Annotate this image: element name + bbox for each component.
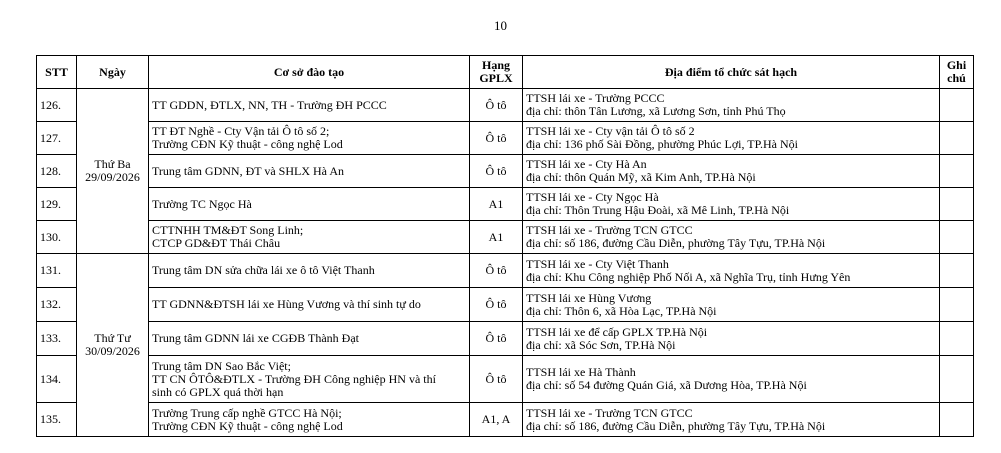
facility-line: TT ĐT Nghề - Cty Vận tải Ô tô số 2; bbox=[152, 124, 330, 138]
location-line: TTSH lái xe - Cty Việt Thanh bbox=[526, 256, 669, 271]
license-class-cell: Ô tô bbox=[470, 322, 523, 356]
header-ghichu bbox=[940, 56, 974, 89]
header-ghichu-line: Ghi bbox=[946, 58, 967, 72]
test-location-cell bbox=[523, 322, 940, 356]
note-cell bbox=[940, 254, 974, 288]
stt-cell: 131. bbox=[37, 254, 77, 288]
location-address: địa chỉ: số 54 đường Quán Giá, xã Dương Hòa, TP.Hà Nội bbox=[526, 378, 807, 392]
note-cell bbox=[940, 122, 974, 155]
location-address: địa chỉ: Thôn Trung Hậu Đoài, xã Mê Linh, TP.Hà Nội bbox=[526, 203, 790, 217]
stt-cell: 130. bbox=[37, 221, 77, 254]
stt-cell: 129. bbox=[37, 188, 77, 221]
table-row bbox=[37, 188, 974, 221]
table-row bbox=[37, 403, 974, 437]
facility-line: CTCP GD&ĐT Thái Châu bbox=[152, 236, 281, 250]
stt-cell: 126. bbox=[37, 89, 77, 122]
facility-line: Trường TC Ngọc Hà bbox=[152, 196, 252, 211]
training-facility-cell bbox=[149, 89, 470, 122]
facility-line: TT CN ÔTÔ&ĐTLX - Trường ĐH Công nghiệp HN và thí bbox=[152, 371, 436, 386]
date: 30/09/2026 bbox=[85, 344, 140, 358]
header-hang bbox=[470, 56, 523, 89]
stt-cell: 127. bbox=[37, 122, 77, 155]
header-ngay: Ngày bbox=[77, 56, 149, 89]
location-line: TTSH lái xe - Trường PCCC bbox=[526, 91, 665, 105]
license-class-cell: Ô tô bbox=[470, 155, 523, 188]
location-address: địa chỉ: thôn Tân Lương, xã Lương Sơn, tỉnh Phú Thọ bbox=[526, 104, 786, 118]
location-line: TTSH lái xe - Cty Hà An bbox=[526, 157, 647, 171]
table-row bbox=[37, 122, 974, 155]
facility-line: TT GDDN, ĐTLX, NN, TH - Trường ĐH PCCC bbox=[152, 97, 387, 112]
training-facility-cell bbox=[149, 322, 470, 356]
location-line: TTSH lái xe - Trường TCN GTCC bbox=[526, 405, 693, 420]
license-class-cell: Ô tô bbox=[470, 122, 523, 155]
training-facility-cell bbox=[149, 155, 470, 188]
facility-line: Trung tâm GDNN lái xe CGĐB Thành Đạt bbox=[152, 331, 359, 345]
table-row bbox=[37, 288, 974, 322]
table-row bbox=[37, 89, 974, 122]
header-ghichu-line: chú bbox=[947, 71, 966, 85]
note-cell bbox=[940, 155, 974, 188]
date: 29/09/2026 bbox=[85, 170, 140, 184]
license-class-cell: A1 bbox=[470, 188, 523, 221]
test-location-cell bbox=[523, 155, 940, 188]
schedule-table bbox=[36, 55, 974, 437]
location-address: địa chỉ: Khu Công nghiệp Phố Nối A, xã Nghĩa Trụ, tỉnh Hưng Yên bbox=[526, 269, 851, 284]
location-line: TTSH lái xe - Trường TCN GTCC bbox=[526, 223, 693, 237]
test-location-cell bbox=[523, 356, 940, 403]
note-cell bbox=[940, 89, 974, 122]
test-location-cell bbox=[523, 254, 940, 288]
table-row bbox=[37, 254, 974, 288]
table-row bbox=[37, 221, 974, 254]
facility-line: CTTNHH TM&ĐT Song Linh; bbox=[152, 223, 304, 237]
note-cell bbox=[940, 322, 974, 356]
header-hang-line: Hạng bbox=[481, 58, 510, 72]
license-class-cell: Ô tô bbox=[470, 288, 523, 322]
location-line: TTSH lái xe Hà Thành bbox=[526, 365, 636, 379]
facility-line: Trung tâm DN sửa chữa lái xe ô tô Việt Thanh bbox=[152, 263, 375, 277]
table-row bbox=[37, 322, 974, 356]
location-line: TTSH lái xe - Cty Ngọc Hà bbox=[526, 190, 659, 204]
facility-line: Trung tâm GDNN, ĐT và SHLX Hà An bbox=[152, 163, 344, 178]
location-address: địa chỉ: 136 phố Sài Đồng, phường Phúc Lợi, TP.Hà Nội bbox=[526, 137, 798, 151]
header-stt: STT bbox=[37, 56, 77, 89]
test-location-cell bbox=[523, 89, 940, 122]
test-location-cell bbox=[523, 122, 940, 155]
training-facility-cell bbox=[149, 288, 470, 322]
location-address: địa chỉ: Thôn 6, xã Hòa Lạc, TP.Hà Nội bbox=[526, 303, 717, 318]
test-location-cell bbox=[523, 188, 940, 221]
note-cell bbox=[940, 356, 974, 403]
training-facility-cell bbox=[149, 254, 470, 288]
location-address: địa chỉ: xã Sóc Sơn, TP.Hà Nội bbox=[526, 337, 676, 352]
location-line: TTSH lái xe để cấp GPLX TP.Hà Nội bbox=[526, 324, 708, 339]
license-class-cell: Ô tô bbox=[470, 356, 523, 403]
license-class-cell: Ô tô bbox=[470, 89, 523, 122]
test-location-cell bbox=[523, 403, 940, 437]
test-location-cell bbox=[523, 221, 940, 254]
location-line: TTSH lái xe - Cty vận tải Ô tô số 2 bbox=[526, 124, 695, 138]
date-cell bbox=[77, 254, 149, 437]
facility-line: Trung tâm DN Sao Bắc Việt; bbox=[152, 358, 291, 373]
header-coso: Cơ sở đào tạo bbox=[149, 56, 470, 89]
stt-cell: 135. bbox=[37, 403, 77, 437]
location-address: địa chỉ: số 186, đường Cầu Diễn, phường Tây Tựu, TP.Hà Nội bbox=[526, 418, 826, 433]
note-cell bbox=[940, 188, 974, 221]
weekday: Thứ Tư bbox=[94, 331, 131, 345]
facility-line: TT GDNN&ĐTSH lái xe Hùng Vương và thí sinh tự do bbox=[152, 297, 421, 311]
note-cell bbox=[940, 403, 974, 437]
training-facility-cell bbox=[149, 356, 470, 403]
page-number: 10 bbox=[494, 18, 507, 33]
training-facility-cell bbox=[149, 221, 470, 254]
date-cell bbox=[77, 89, 149, 254]
stt-cell: 134. bbox=[37, 356, 77, 403]
training-facility-cell bbox=[149, 122, 470, 155]
test-location-cell bbox=[523, 288, 940, 322]
header-hang-line: GPLX bbox=[479, 71, 513, 85]
stt-cell: 132. bbox=[37, 288, 77, 322]
table-row bbox=[37, 356, 974, 403]
table-row bbox=[37, 155, 974, 188]
license-class-cell: A1 bbox=[470, 221, 523, 254]
training-facility-cell bbox=[149, 188, 470, 221]
header-diadiem: Địa điểm tổ chức sát hạch bbox=[523, 56, 940, 89]
stt-cell: 133. bbox=[37, 322, 77, 356]
note-cell bbox=[940, 288, 974, 322]
weekday: Thứ Ba bbox=[94, 157, 131, 171]
location-address: địa chỉ: số 186, đường Cầu Diễn, phường Tây Tựu, TP.Hà Nội bbox=[526, 236, 826, 250]
facility-line: sinh có GPLX quá thời hạn bbox=[152, 384, 284, 399]
training-facility-cell bbox=[149, 403, 470, 437]
note-cell bbox=[940, 221, 974, 254]
license-class-cell: A1, A bbox=[470, 403, 523, 437]
facility-line: Trường CĐN Kỹ thuật - công nghệ Lod bbox=[152, 418, 343, 433]
stt-cell: 128. bbox=[37, 155, 77, 188]
header-row bbox=[37, 56, 974, 89]
facility-line: Trường Trung cấp nghề GTCC Hà Nội; bbox=[152, 405, 342, 420]
location-address: địa chỉ: thôn Quán Mỹ, xã Kim Anh, TP.Hà Nội bbox=[526, 170, 756, 184]
license-class-cell: Ô tô bbox=[470, 254, 523, 288]
facility-line: Trường CĐN Kỹ thuật - công nghệ Lod bbox=[152, 137, 343, 151]
location-line: TTSH lái xe Hùng Vương bbox=[526, 290, 652, 305]
